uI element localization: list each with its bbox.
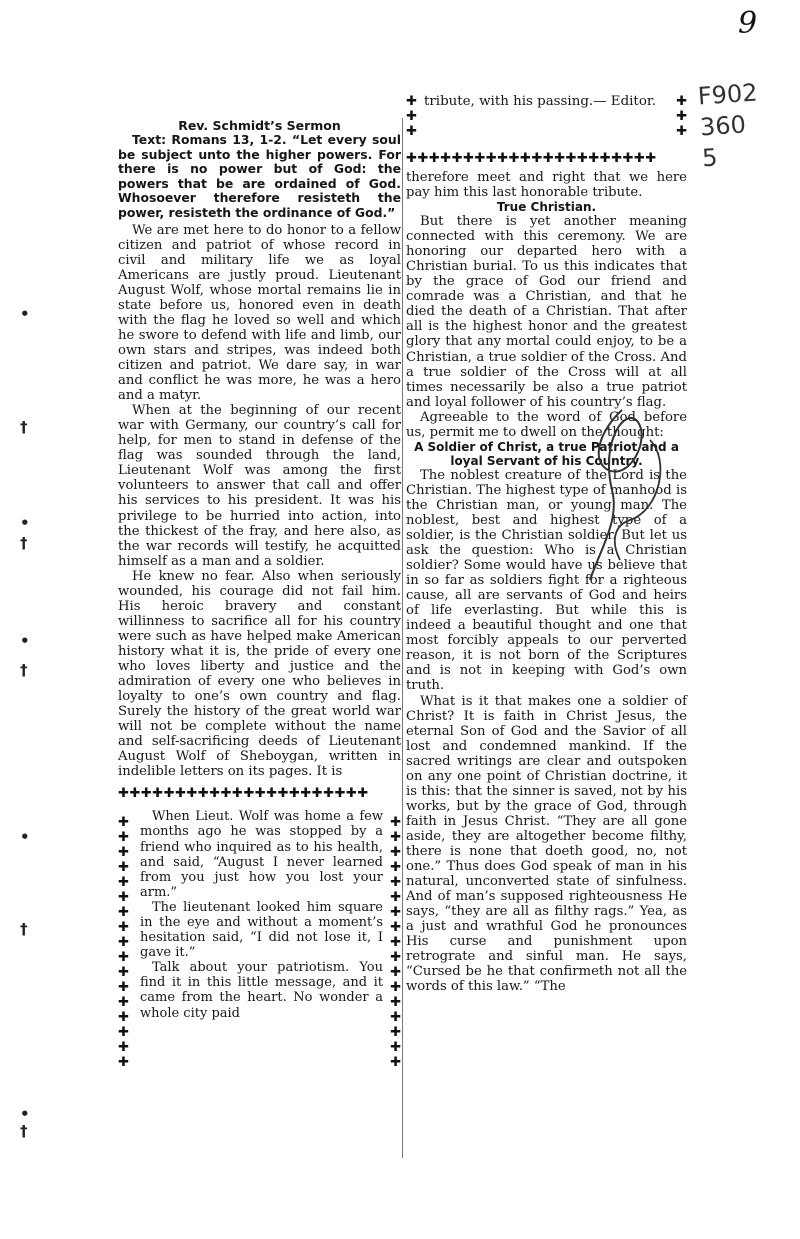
scribble-stroke xyxy=(615,440,661,560)
page-number: 9 xyxy=(738,6,758,41)
scribble-stroke xyxy=(590,410,642,580)
cross-border-right: ✚ ✚ ✚ xyxy=(676,94,687,139)
margin-tick: † xyxy=(20,661,28,679)
margin-note-line: 360 xyxy=(699,110,747,142)
paragraph: The noblest creature of the Lord is the Christian. The highest type of manhood is the Christian man, or young man. The noblest, best and highest type of a soldier, is the Christian soldier. But let us ask the question: Who is a Christian soldier? Some would have us believe that in so far as soldiers fight for a righteous cause, all are servants of God and heirs of life everlasting. But while this is indeed a beautiful thought and one that most forcibly appeals to our perverted reason, it is not born of the Scriptures and is not in keeping with God’s own truth. xyxy=(406,467,687,694)
column-divider xyxy=(402,118,403,1158)
margin-tick: † xyxy=(20,920,28,938)
box-paragraph: tribute, with his passing.— Editor. xyxy=(424,94,657,109)
scripture-text: Text: Romans 13, 1-2. “Let every soul be subject unto the higher powers. For there is no power but of God: the powers that be are ordained of God. Whosoever therefore resisteth the power, resisteth the ordinance of God.” xyxy=(118,132,401,221)
margin-tick: • xyxy=(20,514,30,532)
paragraph: What is it that makes one a soldier of Christ? It is faith in Christ Jesus, the eternal Son of God and the Savior of all lost and condemned mankind. If the sacred writings are clear and outspoken on any one point of Christian doctrine, it is this: that the sinner is saved, not by his works, but by the grace of God, through faith in Jesus Christ. “They are all gone aside, they are altogether become filthy, there is none that doeth good, no, not one.” Thus does God speak of man in his natural, unconverted state of sinfulness. And of man’s supposed righteousness He says, “they are all as filthy rags.” Yea, as a just and wrathful God he pronounces His curse and punishment upon retrograte and sinful man. He says, “Cursed be he that confirmeth not all the words of this law.” “The xyxy=(406,693,687,995)
editor-note-box-end xyxy=(406,94,687,152)
paragraph: We are met here to do honor to a fellow citizen and patriot of whose record in civil and military life we as loyal Americans are justly proud. Lieutenant August Wolf, whose mortal remains lie in state before us, honored even in death with the flag he loved so well and which he swore to defend with life and limb, our own stars and stripes, was indeed both citizen and patriot. We dare say, in war and conflict he was more, he was a hero and a matyr. xyxy=(118,222,401,404)
cross-border-left: ✚ ✚ ✚ xyxy=(406,94,417,139)
box-paragraph: The lieutenant looked him square in the eye and without a moment’s hesitation said, “I did not lose it, I gave it.” xyxy=(140,899,383,961)
cross-border-right: ✚ ✚ ✚ ✚ ✚ ✚ ✚ ✚ ✚ ✚ ✚ ✚ ✚ ✚ ✚ ✚ ✚ xyxy=(390,815,401,1071)
margin-tick: † xyxy=(20,1122,28,1140)
handwritten-margin-note xyxy=(697,75,800,175)
margin-tick: • xyxy=(20,632,30,650)
paragraph: But there is yet another meaning connected with this ceremony. We are honoring our departed hero with a Christian burial. To us this indicates that by the grace of God our friend and comrade was a Christian, and that he died the death of a Christian. That after all is the highest honor and the greatest glory that any mortal could enjoy, to be a Christian, a true soldier of the Cross. And a true soldier of the Cross will at all times necessarily be also a true patriot and loyal follower of his country’s flag. xyxy=(406,214,687,410)
margin-tick: • xyxy=(20,828,30,846)
section-heading: True Christian. xyxy=(496,200,597,215)
handwritten-scribble xyxy=(560,400,690,590)
paragraph: Agreeable to the word of God before us, permit me to dwell on the thought: xyxy=(406,409,687,440)
margin-tick: † xyxy=(20,418,28,436)
margin-tick: † xyxy=(20,534,28,552)
paragraph: When at the beginning of our recent war with Germany, our country’s call for help, for men to stand in defense of the flag was sounded through the land, Lieutenant Wolf was among the first volunteers to answer that call and offer his services to his president. It was his privilege to be hurried into action, into the thickest of the fray, and here also, as the war records will testify, he acquitted himself as a man and a soldier. xyxy=(118,403,401,569)
paragraph: He knew no fear. Also when seriously wounded, his courage did not fail him. His heroic bravery and constant willinness to sacrifice all for his country were such as have helped make American history what it is, the pride of every one who loves liberty and justice and the admiration of every one who believes in loyalty to one’s own country and flag. Surely the history of the great world war will not be complete without the name and self-sacrificing deeds of Lieutenant August Wolf of Sheboygan, written in indelible letters on its pages. It is xyxy=(118,568,401,780)
cross-border-row: ✚✚✚✚✚✚✚✚✚✚✚✚✚✚✚✚✚✚✚✚✚✚ xyxy=(118,787,369,802)
section-heading: A Soldier of Christ, a true Patriot and a loyal Servant of his Country. xyxy=(414,439,679,468)
margin-note-line: F902 xyxy=(696,78,759,111)
left-column xyxy=(118,118,401,1071)
sermon-heading: Rev. Schmidt’s Sermon xyxy=(178,118,341,133)
box-paragraph: When Lieut. Wolf was home a few months ago he was stopped by a friend who inquired as to his health, and said, “August I never learned from you just how you lost your arm.” xyxy=(140,809,383,900)
cross-border-row: ✚✚✚✚✚✚✚✚✚✚✚✚✚✚✚✚✚✚✚✚✚✚ xyxy=(406,152,657,166)
margin-note-line: 5 xyxy=(701,143,719,173)
margin-tick: • xyxy=(20,305,30,323)
box-paragraph: Talk about your patriotism. You find it in this little message, and it came from the heart. No wonder a whole city paid xyxy=(140,960,383,1021)
cross-border-left: ✚ ✚ ✚ ✚ ✚ ✚ ✚ ✚ ✚ ✚ ✚ ✚ ✚ ✚ ✚ ✚ ✚ xyxy=(118,815,129,1071)
paragraph: therefore meet and right that we here pay him this last honorable tribute. xyxy=(406,170,687,201)
margin-tick: • xyxy=(20,1105,30,1123)
editor-note-box xyxy=(118,809,401,1071)
